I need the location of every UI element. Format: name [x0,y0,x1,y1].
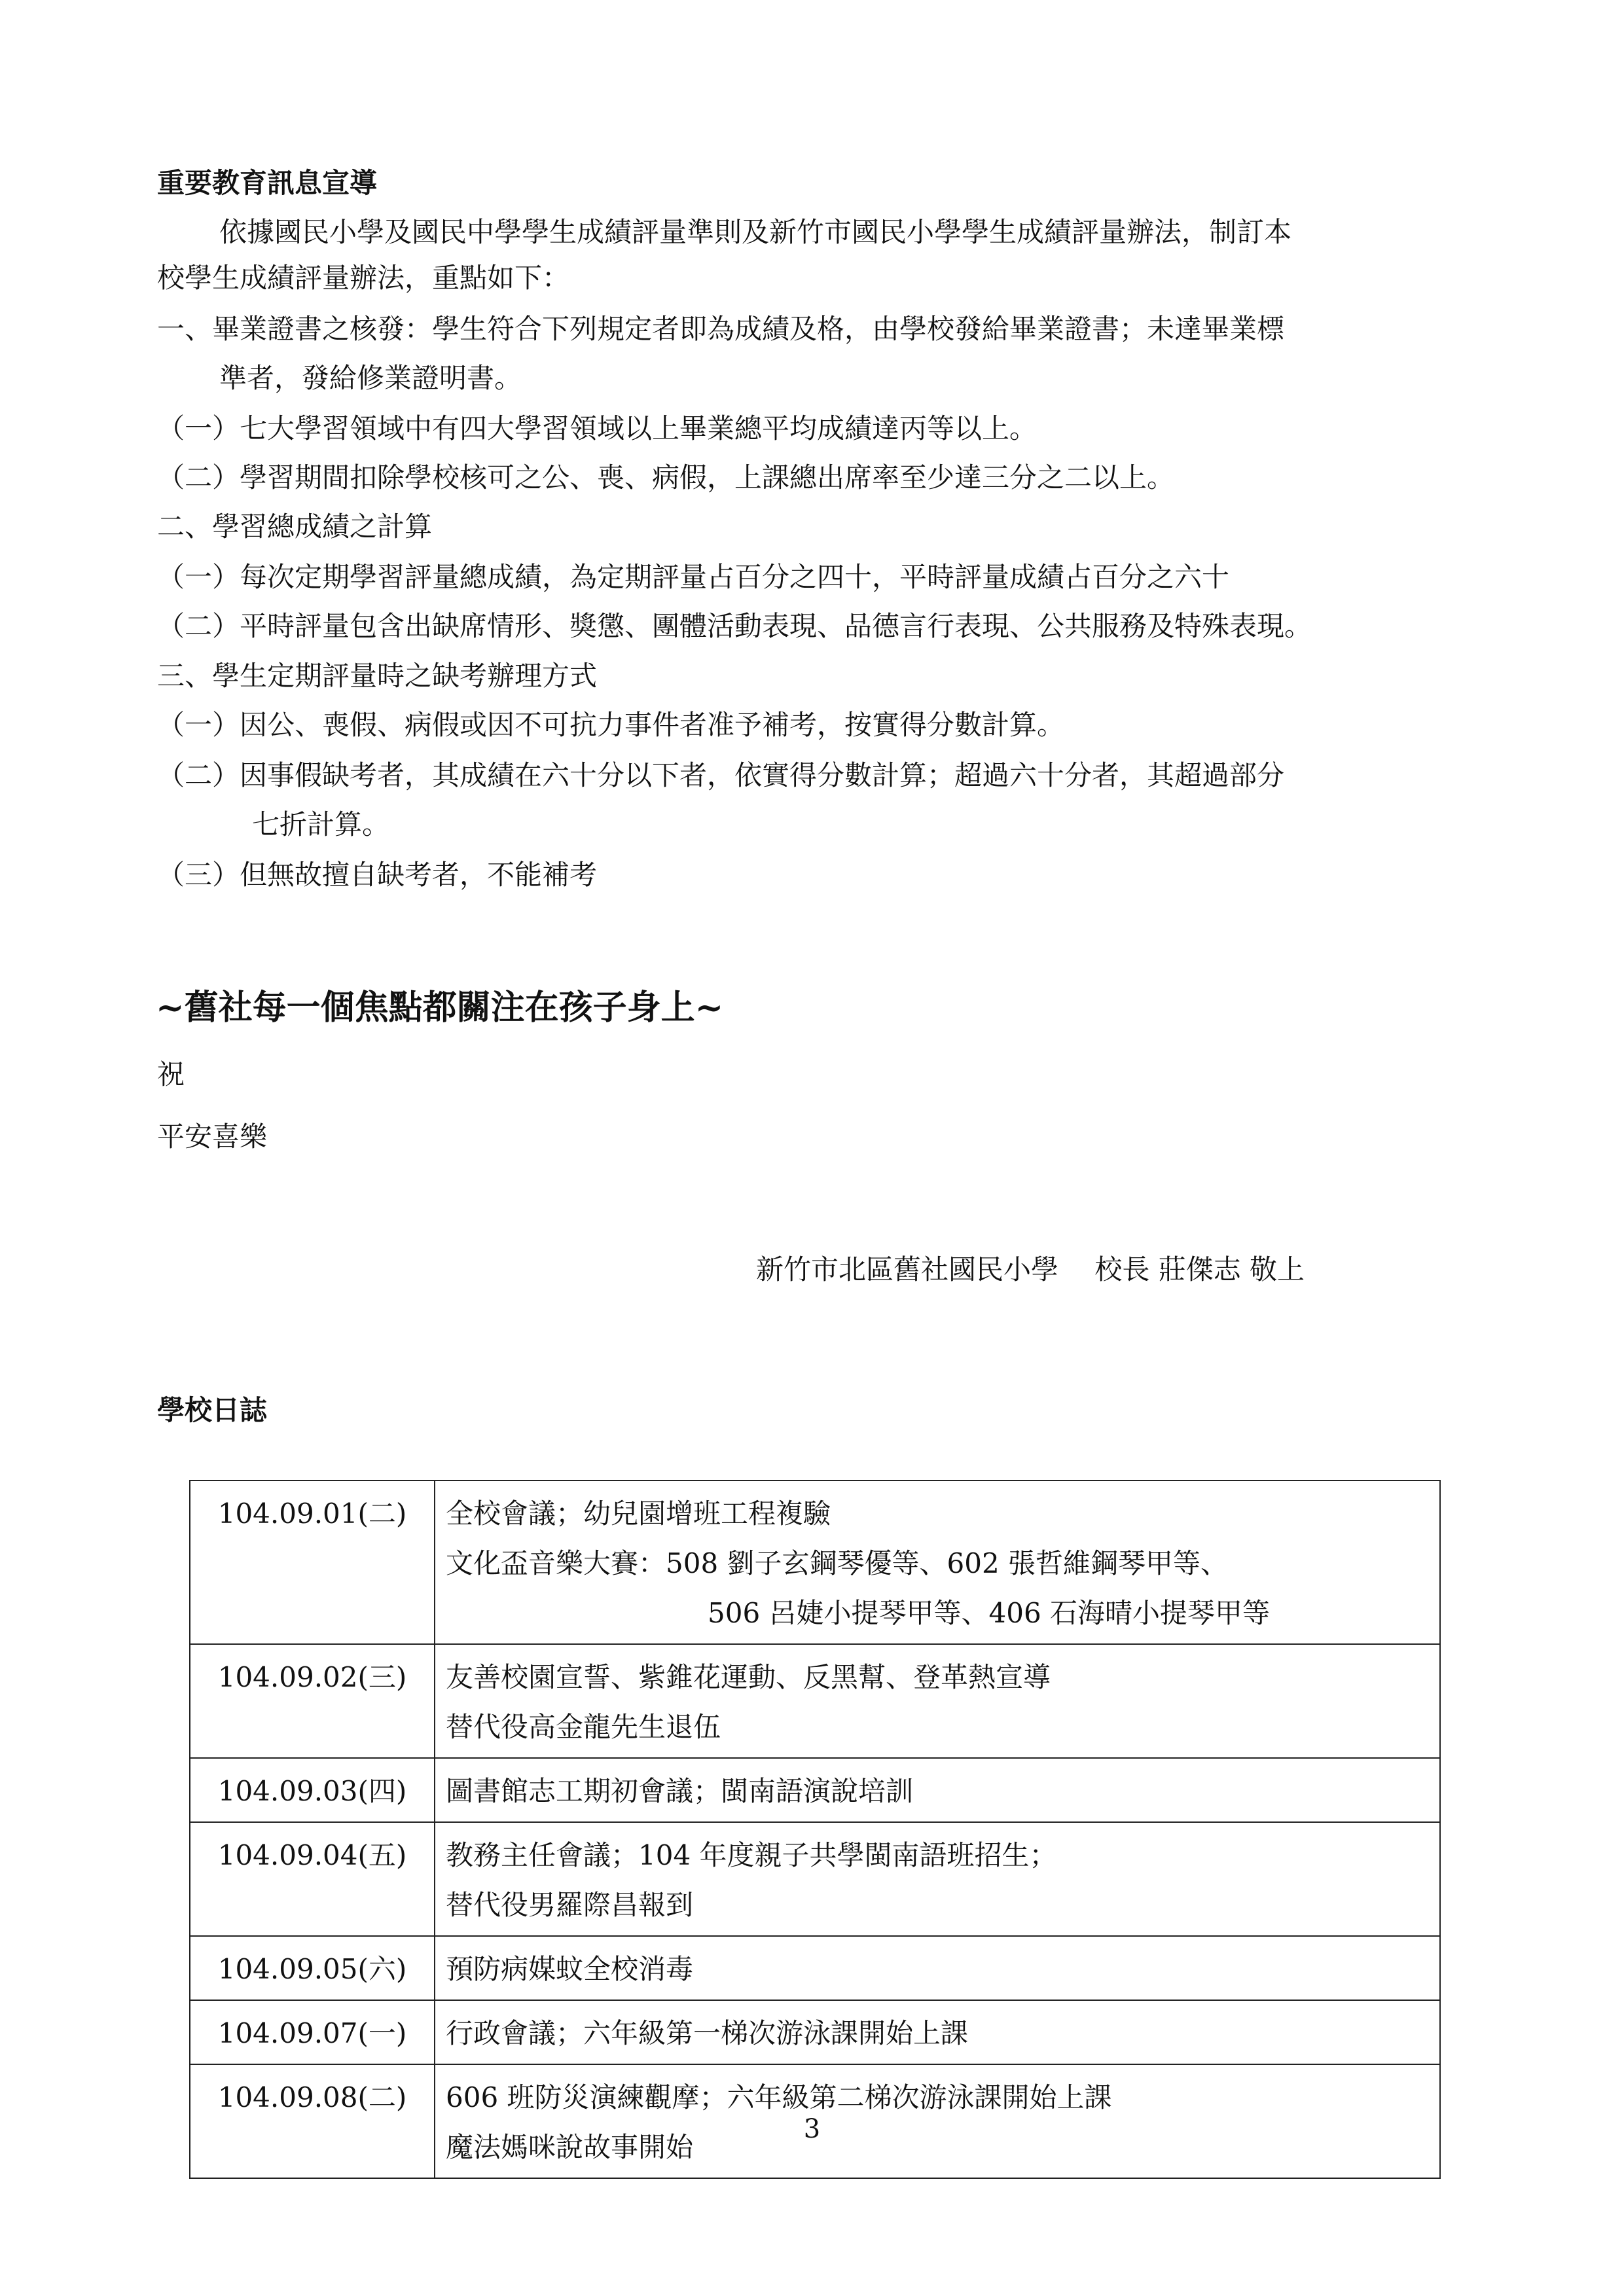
table-row [190,2000,1440,2064]
section-2-item-1: （一）每次定期學習評量總成績，為定期評量占百分之四十，平時評量成績占百分之六十 [157,561,1230,593]
section-3-item-1: （一）因公、喪假、病假或因不可抗力事件者准予補考，按實得分數計算。 [157,709,1065,741]
journal-event-line: 魔法媽咪說故事開始 [446,2131,694,2163]
intro-line-2: 校學生成績評量辦法，重點如下： [157,262,570,294]
journal-event-line: 文化盃音樂大賽：508 劉子玄鋼琴優等、602 張哲維鋼琴甲等、 [446,1547,1229,1579]
table-row [190,1822,1440,1936]
slogan: ~舊社每一個焦點都關注在孩子身上~ [156,988,724,1028]
journal-date: 104.09.01(二) [190,1480,435,1644]
journal-event-line: 606 班防災演練觀摩；六年級第二梯次游泳課開始上課 [446,2081,1112,2113]
notice-heading: 重要教育訊息宣導 [157,167,378,199]
journal-date: 104.09.03(四) [190,1758,435,1822]
section-3-item-3: （三）但無故擅自缺考者，不能補考 [157,859,598,891]
journal-date: 104.09.02(三) [190,1644,435,1758]
journal-events [435,1822,1440,1936]
journal-date: 104.09.05(六) [190,1936,435,2000]
journal-events [435,1758,1440,1822]
signature: 新竹市北區舊社國民小學 校長 莊傑志 敬上 [756,1253,1305,1285]
intro-line-1: 依據國民小學及國民中學學生成績評量準則及新竹市國民小學學生成績評量辦法，制訂本 [219,216,1292,248]
table-row [190,1758,1440,1822]
journal-events [435,1644,1440,1758]
journal-event-line: 教務主任會議；104 年度親子共學閩南語班招生； [446,1839,1057,1871]
table-row [190,1480,1440,1644]
section-1-item-1: （一）七大學習領域中有四大學習領域以上畢業總平均成績達丙等以上。 [157,412,1038,444]
section-3-item-2-line-2: 七折計算。 [252,808,390,840]
journal-date: 104.09.08(二) [190,2064,435,2178]
journal-event-line: 行政會議；六年級第一梯次游泳課開始上課 [446,2017,969,2049]
journal-event-line: 506 呂婕小提琴甲等、406 石海晴小提琴甲等 [708,1597,1271,1629]
journal-event-line: 替代役男羅際昌報到 [446,1889,694,1921]
journal-event-line: 全校會議；幼兒園增班工程複驗 [446,1498,831,1530]
journal-event-line: 圖書館志工期初會議；閩南語演說培訓 [446,1775,914,1807]
section-1-line-2: 準者，發給修業證明書。 [219,362,522,394]
section-2-item-2: （二）平時評量包含出缺席情形、獎懲、團體活動表現、品德言行表現、公共服務及特殊表現。 [157,610,1312,642]
journal-events [435,1936,1440,2000]
journal-date: 104.09.04(五) [190,1822,435,1936]
journal-event-line: 預防病媒蚊全校消毒 [446,1953,694,1985]
journal-event-line: 替代役高金龍先生退伍 [446,1711,721,1743]
greeting-line-2: 平安喜樂 [157,1121,268,1153]
section-2-title: 二、學習總成績之計算 [157,511,433,543]
table-row [190,1644,1440,1758]
page-number: 3 [803,2114,821,2144]
section-3-title: 三、學生定期評量時之缺考辦理方式 [157,660,598,692]
journal-date: 104.09.07(一) [190,2000,435,2064]
journal-heading: 學校日誌 [157,1394,268,1426]
table-row [190,1936,1440,2000]
journal-event-line: 友善校園宣誓、紫錐花運動、反黑幫、登革熱宣導 [446,1661,1051,1693]
section-1-item-2: （二）學習期間扣除學校核可之公、喪、病假，上課總出席率至少達三分之二以上。 [157,461,1175,493]
journal-events [435,1480,1440,1644]
journal-events [435,2000,1440,2064]
greeting-line-1: 祝 [157,1058,185,1090]
section-1-line-1: 一、畢業證書之核發：學生符合下列規定者即為成績及格，由學校發給畢業證書；未達畢業標 [157,313,1285,345]
section-3-item-2-line-1: （二）因事假缺考者，其成績在六十分以下者，依實得分數計算；超過六十分者，其超過部分 [157,759,1285,791]
school-journal-table [189,1480,1441,2179]
